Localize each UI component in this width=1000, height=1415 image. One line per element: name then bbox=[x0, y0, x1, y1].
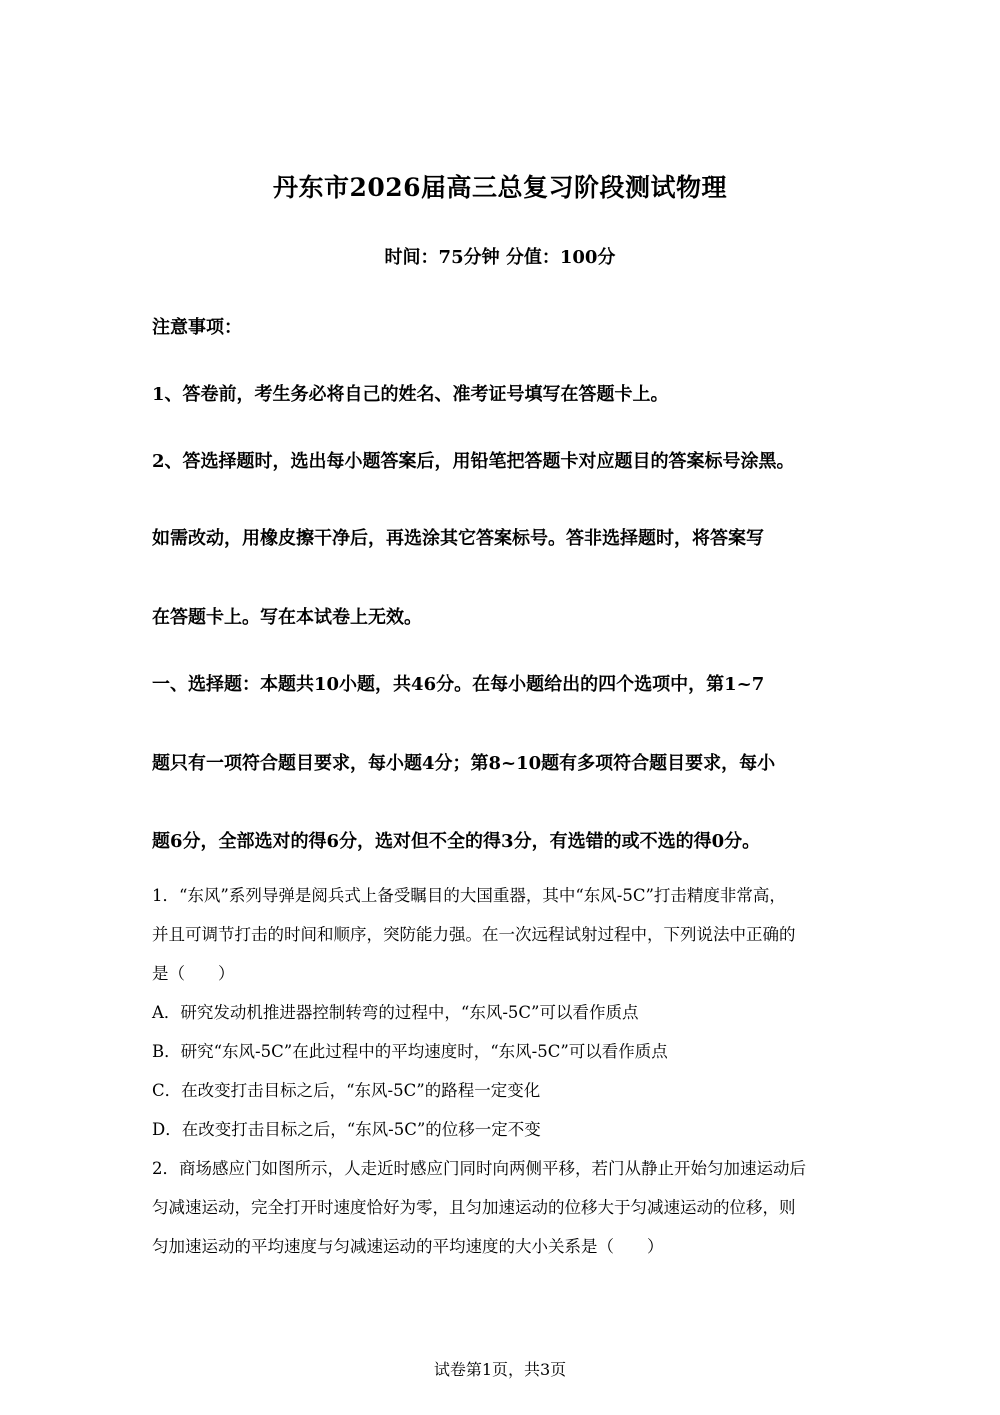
question-1-stem: 并且可调节打击的时间和顺序，突防能力强。在一次远程试射过程中，下列说法中正确的 bbox=[152, 925, 796, 944]
notice-line: 如需改动，用橡皮擦干净后，再选涂其它答案标号。答非选择题时，将答案写 bbox=[152, 528, 764, 549]
question-1-option-d: D．在改变打击目标之后，“东风-5C”的位移一定不变 bbox=[152, 1120, 541, 1139]
question-1-stem: 是（ ） bbox=[152, 964, 235, 983]
section-heading-line: 题6分，全部选对的得6分，选对但不全的得3分，有选错的或不选的得0分。 bbox=[152, 831, 761, 852]
page-footer: 试卷第1页，共3页 bbox=[433, 1360, 567, 1379]
question-2-stem: 匀加速运动的平均速度与匀减速运动的平均速度的大小关系是（ ） bbox=[152, 1237, 664, 1256]
question-1-stem: 1．“东风”系列导弹是阅兵式上备受瞩目的大国重器，其中“东风-5C”打击精度非常高， bbox=[152, 886, 786, 905]
notice-line: 在答题卡上。写在本试卷上无效。 bbox=[152, 607, 422, 628]
section-heading-line: 题只有一项符合题目要求，每小题4分；第8~10题有多项符合题目要求，每小 bbox=[152, 753, 776, 774]
question-2-stem: 匀减速运动，完全打开时速度恰好为零，且匀加速运动的位移大于匀减速运动的位移，则 bbox=[152, 1198, 796, 1217]
notice-line: 1、答卷前，考生务必将自己的姓名、准考证号填写在答题卡上。 bbox=[152, 384, 669, 405]
question-1-option-c: C．在改变打击目标之后，“东风-5C”的路程一定变化 bbox=[152, 1081, 541, 1100]
question-1-option-a: A．研究发动机推进器控制转弯的过程中，“东风-5C”可以看作质点 bbox=[152, 1003, 639, 1022]
question-1-option-b: B．研究“东风-5C”在此过程中的平均速度时，“东风-5C”可以看作质点 bbox=[152, 1042, 668, 1061]
section-heading-line: 一、选择题：本题共10小题，共46分。在每小题给出的四个选项中，第1~7 bbox=[152, 674, 765, 695]
notice-line: 2、答选择题时，选出每小题答案后，用铅笔把答题卡对应题目的答案标号涂黑。 bbox=[152, 451, 795, 472]
notice-heading: 注意事项： bbox=[152, 317, 242, 338]
page-title: 丹东市2026届高三总复习阶段测试物理 bbox=[272, 173, 728, 202]
exam-time-score: 时间：75分钟 分值：100分 bbox=[384, 247, 616, 268]
question-2-stem: 2．商场感应门如图所示，人走近时感应门同时向两侧平移，若门从静止开始匀加速运动后 bbox=[152, 1159, 806, 1178]
